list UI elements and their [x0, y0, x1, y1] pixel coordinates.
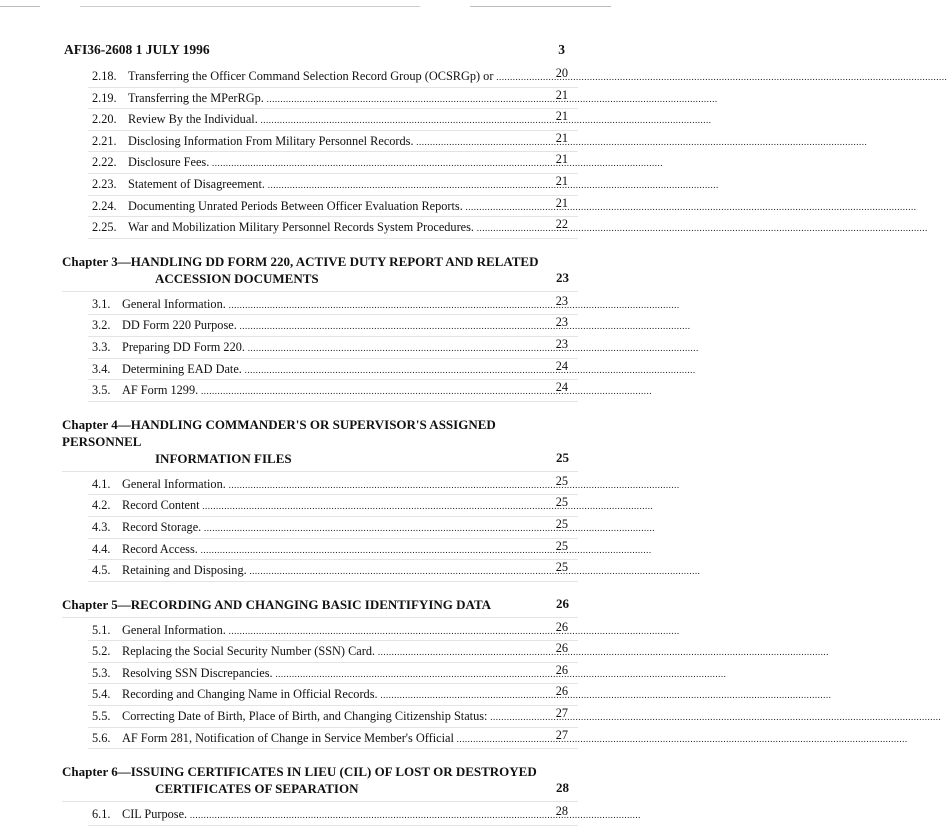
section-number: 5.1.: [92, 622, 111, 637]
section-page-number: 25: [555, 473, 568, 488]
section-page-number: 21: [555, 130, 568, 145]
section-page-number: 23: [555, 315, 568, 330]
toc-entry[interactable]: [88, 294, 578, 316]
section-number: 5.4.: [92, 687, 111, 702]
section-number: 2.18.: [92, 69, 117, 83]
toc-entry[interactable]: [88, 495, 578, 517]
section-page-number: 25: [555, 560, 568, 575]
section-number: 3.2.: [92, 318, 111, 333]
section-number: 4.4.: [92, 541, 111, 556]
document-title: AFI36-2608 1 JULY 1996: [64, 42, 210, 57]
section-title: Documenting Unrated Periods Between Officer Evaluation Reports. .....: [128, 196, 530, 218]
toc-entry[interactable]: [88, 152, 578, 174]
section-title: Resolving SSN Discrepancies. .....: [122, 663, 530, 685]
section-page-number: 20: [555, 66, 568, 80]
section-page-number: 22: [555, 217, 568, 232]
section-number: 4.2.: [92, 498, 111, 513]
toc-entry[interactable]: [88, 315, 578, 337]
toc-entry[interactable]: [88, 728, 578, 750]
section-title: AF Form 1299. .....: [122, 380, 530, 402]
section-page-number: 21: [555, 109, 568, 124]
section-page-number: 25: [555, 516, 568, 531]
section-number: 5.2.: [92, 644, 111, 659]
page-number: 3: [558, 42, 565, 57]
toc-entry[interactable]: [88, 641, 578, 663]
section-number: 2.25.: [92, 220, 117, 235]
chapter-heading[interactable]: [62, 596, 578, 618]
section-page-number: 26: [555, 662, 568, 677]
section-title: Replacing the Social Security Number (SSN) Card. .....: [122, 641, 530, 663]
toc-entry[interactable]: [88, 684, 578, 706]
section-page-number: 21: [555, 173, 568, 188]
section-number: 2.19.: [92, 90, 117, 105]
section-page-number: 27: [555, 706, 568, 721]
section-number: 2.20.: [92, 112, 117, 127]
section-number: 2.24.: [92, 198, 117, 213]
chapter-title-line2: CERTIFICATES OF SEPARATION: [155, 781, 359, 797]
section-number: 3.5.: [92, 383, 111, 398]
toc-entry[interactable]: [88, 66, 578, 88]
section-page-number: 28: [555, 804, 568, 819]
section-number: 4.5.: [92, 563, 111, 578]
page-header: [64, 42, 571, 58]
section-page-number: 23: [555, 293, 568, 308]
chapter-title-line1: Chapter 5—RECORDING AND CHANGING BASIC IDENTIFYING DATA: [62, 596, 492, 612]
toc-entry[interactable]: [88, 380, 578, 402]
section-title: Disclosing Information From Military Personnel Records. .....: [128, 131, 530, 153]
section-title: Determining EAD Date. .....: [122, 359, 530, 381]
chapter-title-line2: ACCESSION DOCUMENTS: [155, 270, 319, 286]
section-number: 2.23.: [92, 176, 117, 191]
toc-entry[interactable]: [88, 196, 578, 218]
section-number: 3.3.: [92, 339, 111, 354]
toc-entry[interactable]: [88, 663, 578, 685]
section-title: Statement of Disagreement. .....: [128, 174, 530, 196]
section-page-number: 21: [555, 152, 568, 167]
toc-entry[interactable]: [88, 174, 578, 196]
section-title: General Information. .....: [122, 294, 530, 316]
section-page-number: 26: [555, 684, 568, 699]
toc-entry[interactable]: [88, 517, 578, 539]
chapter-title-line1: Chapter 6—ISSUING CERTIFICATES IN LIEU (CIL) OF LOST OR DESTROYED: [62, 764, 537, 780]
section-title: Preparing DD Form 220. .....: [122, 337, 530, 359]
section-title: General Information. .....: [122, 620, 530, 642]
toc-entry[interactable]: [88, 109, 578, 131]
section-title: Recording and Changing Name in Official Records. .....: [122, 684, 530, 706]
chapter-heading[interactable]: [62, 253, 578, 292]
chapter-title-line2: INFORMATION FILES: [155, 450, 292, 466]
section-number: 5.5.: [92, 709, 111, 724]
toc-entry[interactable]: [88, 804, 578, 826]
section-title: Transferring the Officer Command Selection Record Group (OCSRGp) or .....: [128, 66, 530, 88]
toc-entry[interactable]: [88, 620, 578, 642]
chapter-page-number: 25: [556, 449, 569, 465]
section-page-number: 24: [555, 358, 568, 373]
toc-entry[interactable]: [88, 706, 578, 728]
toc-entry[interactable]: [88, 217, 578, 239]
section-page-number: 26: [555, 619, 568, 634]
section-number: 3.1.: [92, 296, 111, 311]
section-number: 6.1.: [92, 807, 111, 822]
section-title: Retaining and Disposing. .....: [122, 560, 530, 582]
section-number: 2.21.: [92, 133, 117, 148]
section-title: AF Form 281, Notification of Change in Service Member's Official .....: [122, 728, 530, 750]
section-title: Correcting Date of Birth, Place of Birth, and Changing Citizenship Status: .....: [122, 706, 530, 728]
section-page-number: 25: [555, 495, 568, 510]
section-number: 4.3.: [92, 519, 111, 534]
section-title: CIL Purpose. .....: [122, 804, 530, 826]
chapter-page-number: 26: [556, 595, 569, 611]
section-title: Transferring the MPerRGp. .....: [128, 88, 530, 110]
section-page-number: 27: [555, 727, 568, 742]
scan-artifact-line: [0, 6, 611, 7]
toc-entry[interactable]: [88, 88, 578, 110]
section-page-number: 24: [555, 380, 568, 395]
section-title: DD Form 220 Purpose. .....: [122, 315, 530, 337]
section-page-number: 21: [555, 195, 568, 210]
section-title: Record Access. .....: [122, 539, 530, 561]
toc-entry[interactable]: [88, 474, 578, 496]
section-page-number: 21: [555, 87, 568, 102]
chapter-page-number: 23: [556, 269, 569, 285]
section-page-number: 25: [555, 538, 568, 553]
toc-entry[interactable]: [88, 131, 578, 153]
section-page-number: 26: [555, 641, 568, 656]
section-number: 2.22.: [92, 155, 117, 170]
chapter-page-number: 28: [556, 780, 569, 796]
section-title: Record Storage. .....: [122, 517, 530, 539]
chapter-heading[interactable]: [62, 763, 578, 802]
section-title: Review By the Individual. .....: [128, 109, 530, 131]
section-number: 5.6.: [92, 730, 111, 745]
toc-entry[interactable]: [88, 560, 578, 582]
chapter-title-line1: Chapter 3—HANDLING DD FORM 220, ACTIVE DUTY REPORT AND RELATED: [62, 253, 539, 269]
section-number: 4.1.: [92, 476, 111, 491]
chapter-title-line1: Chapter 4—HANDLING COMMANDER'S OR SUPERVISOR'S ASSIGNED PERSONNEL: [62, 416, 496, 449]
section-number: 3.4.: [92, 361, 111, 376]
section-title: General Information. .....: [122, 474, 530, 496]
section-page-number: 23: [555, 336, 568, 351]
section-title: War and Mobilization Military Personnel Records System Procedures. .....: [128, 217, 530, 239]
section-title: Record Content .....: [122, 495, 530, 517]
toc-entry[interactable]: [88, 539, 578, 561]
toc-entry[interactable]: [88, 359, 578, 381]
section-title: Disclosure Fees. .....: [128, 152, 530, 174]
table-of-contents: [62, 66, 578, 826]
section-number: 5.3.: [92, 665, 111, 680]
toc-entry[interactable]: [88, 337, 578, 359]
chapter-heading[interactable]: [62, 416, 578, 472]
